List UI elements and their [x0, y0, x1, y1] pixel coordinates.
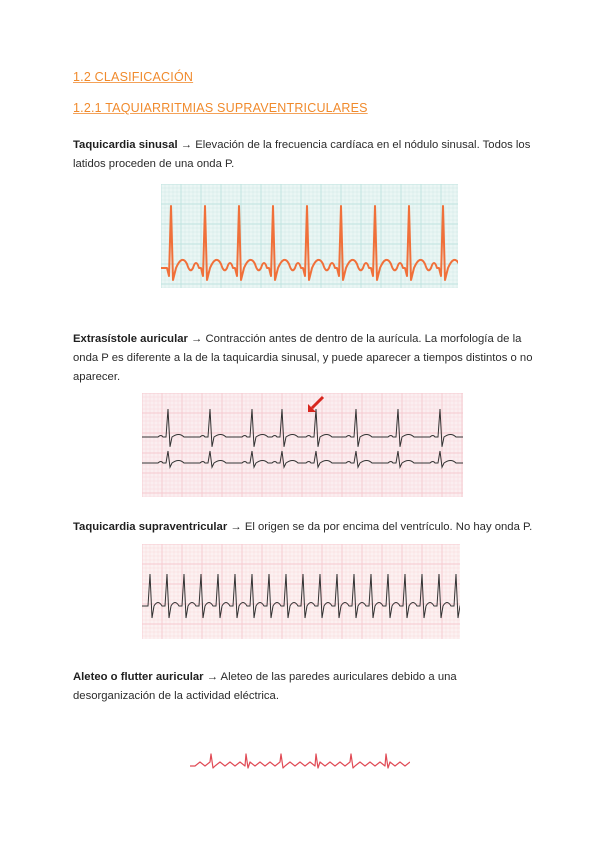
arrow-glyph: →: [203, 671, 221, 683]
definition-text: El origen se da por encima del ventrículo. No hay onda P.: [244, 521, 533, 533]
section-subtitle: 1.2.1 TAQUIARRITMIAS SUPRAVENTRICULARES: [73, 101, 368, 115]
term-label: Aleteo o flutter auricular: [73, 671, 204, 683]
ecg-atrial-flutter-image: [190, 740, 410, 776]
term-label: Taquicardia sinusal: [73, 139, 178, 151]
ecg-supraventricular-tachycardia-image: [142, 544, 460, 639]
ecg-sinus-tachycardia-image: [161, 184, 458, 288]
ecg-trace: [190, 754, 410, 768]
section-title: 1.2 CLASIFICACIÓN: [73, 70, 194, 84]
paragraph-sinus-tachycardia: [73, 136, 533, 174]
arrow-glyph: →: [227, 521, 245, 533]
definition-text: Elevación de la frecuencia cardíaca en el nódulo sinusal. Todos los latidos proceden de una onda P.: [73, 139, 531, 170]
paragraph-atrial-flutter: [73, 668, 533, 706]
term-label: Taquicardia supraventricular: [73, 521, 228, 533]
paragraph-atrial-extrasystole: [73, 330, 533, 387]
arrow-glyph: →: [187, 333, 206, 345]
arrow-glyph: →: [177, 139, 196, 151]
definition-text: Contracción antes de dentro de la aurícula. La morfología de la onda P es diferente a la de la taquicardia sinusal, y puede aparecer a tiempos distintos o no aparecer.: [73, 333, 533, 383]
term-label: Extrasístole auricular: [73, 333, 188, 345]
ecg-paper: [142, 544, 460, 639]
definition-text: Aleteo de las paredes auriculares debido a una desorganización de la actividad eléctrica.: [73, 671, 457, 702]
paragraph-supraventricular-tachycardia: [73, 518, 533, 537]
ecg-atrial-extrasystole-image: [142, 393, 463, 497]
